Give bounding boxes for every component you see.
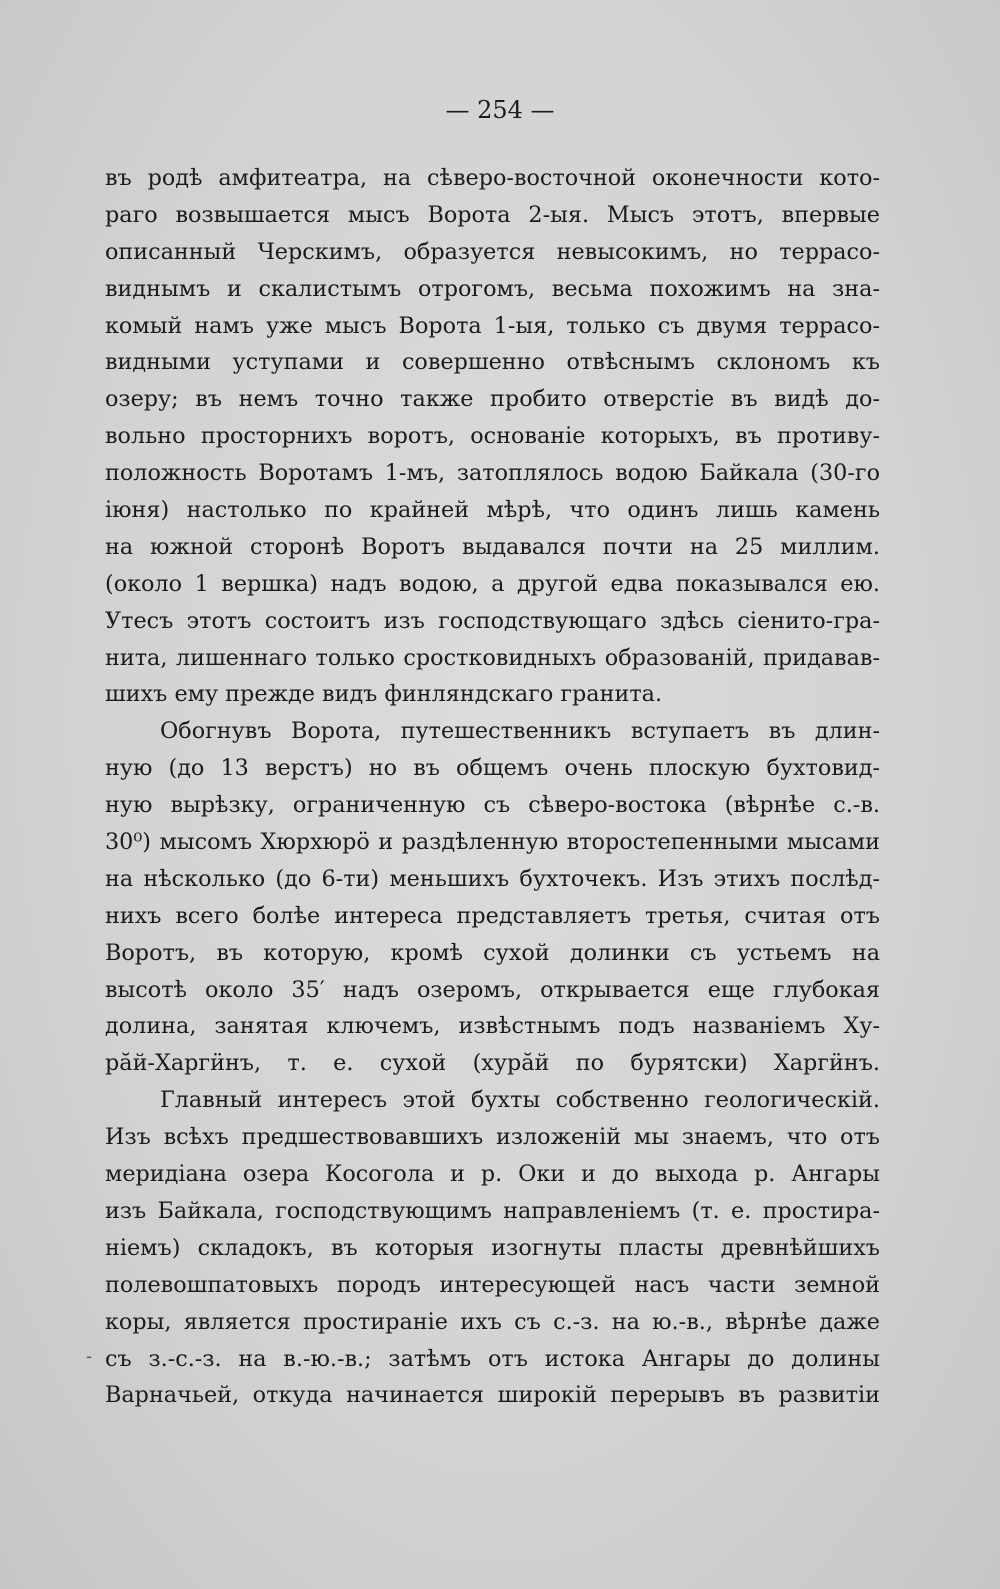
text-line: коры, является простираніе ихъ съ с.-з. на ю.-в., вѣрнѣе даже bbox=[105, 1308, 880, 1335]
text-line: описанный Черскимъ, образуется невысокимъ, но террасо- bbox=[105, 238, 880, 265]
text-line: вольно просторнихъ воротъ, основаніе которыхъ, въ противу- bbox=[105, 423, 880, 450]
text-line: изъ Байкала, господствующимъ направленіемъ (т. е. простира- bbox=[105, 1197, 880, 1224]
text-line: Обогнувъ Ворота, путешественникъ вступаетъ въ длин- bbox=[160, 718, 880, 745]
text-line: рӑй-Харгӥнъ, т. е. сухой (хурӑй по бурятски) Харгӥнъ. bbox=[105, 1050, 880, 1077]
text-line: на нѣсколько (до 6-ти) меньшихъ бухточекъ. Изъ этихъ послѣд- bbox=[105, 865, 880, 892]
text-line: іюня) настолько по крайней мѣрѣ, что одинъ лишь камень bbox=[105, 497, 880, 524]
text-line: долина, занятая ключемъ, извѣстнымъ подъ названіемъ Ху- bbox=[105, 1013, 880, 1040]
text-line: озеру; въ немъ точно также пробито отверстіе въ видѣ до- bbox=[105, 386, 880, 413]
text-line: нихъ всего болѣе интереса представляетъ третья, считая отъ bbox=[105, 902, 880, 929]
text-line: высотѣ около 35′ надъ озеромъ, открывается еще глубокая bbox=[105, 976, 880, 1003]
text-line: ніемъ) складокъ, въ которыя изогнуты пласты древнѣйшихъ bbox=[105, 1234, 880, 1261]
text-line: Варначьей, откуда начинается широкій перерывъ въ развитіи bbox=[105, 1382, 880, 1409]
text-line: Изъ всѣхъ предшествовавшихъ изложеній мы знаемъ, что отъ bbox=[105, 1124, 880, 1151]
text-line: меридіана озера Косогола и р. Оки и до выхода р. Ангары bbox=[105, 1161, 880, 1188]
text-line: видными уступами и совершенно отвѣснымъ склономъ къ bbox=[105, 349, 880, 376]
text-line: 30⁰) мысомъ Хюрхюрö и раздѣленную второстепенными мысами bbox=[105, 829, 880, 856]
text-line: ную (до 13 верстъ) но въ общемъ очень плоскую бухтовид- bbox=[105, 755, 880, 782]
text-line: съ з.-с.-з. на в.-ю.-в.; затѣмъ отъ истока Ангары до долины bbox=[105, 1345, 880, 1372]
body-text bbox=[105, 160, 880, 1414]
text-line: (около 1 вершка) надъ водою, а другой едва показывался ею. bbox=[105, 570, 880, 597]
text-line: Воротъ, въ которую, кромѣ сухой долинки съ устьемъ на bbox=[105, 939, 880, 966]
text-line: на южной сторонѣ Воротъ выдавался почти на 25 миллим. bbox=[105, 533, 880, 560]
text-line: полевошпатовыхъ породъ интересующей насъ части земной bbox=[105, 1271, 880, 1298]
text-line: шихъ ему прежде видъ финляндскаго гранита. bbox=[105, 681, 663, 708]
page-number: — 254 — bbox=[445, 96, 555, 124]
text-line: Главный интересъ этой бухты собственно геологическій. bbox=[160, 1087, 880, 1114]
text-line: положность Воротамъ 1-мъ, затоплялось водою Байкала (30-го bbox=[105, 460, 880, 487]
text-line: нита, лишеннаго только сростковидныхъ образованій, придавав- bbox=[105, 644, 880, 671]
margin-mark: - bbox=[86, 1346, 93, 1367]
text-line: виднымъ и скалистымъ отрогомъ, весьма похожимъ на зна- bbox=[105, 275, 880, 302]
text-line: ную вырѣзку, ограниченную съ сѣверо-востока (вѣрнѣе с.-в. bbox=[105, 792, 880, 819]
text-line: комый намъ уже мысъ Ворота 1-ыя, только съ двумя террасо- bbox=[105, 312, 880, 339]
text-line: раго возвышается мысъ Ворота 2-ыя. Мысъ этотъ, впервые bbox=[105, 201, 880, 228]
text-line: Утесъ этотъ состоитъ изъ господствующаго здѣсь сіенито-гра- bbox=[105, 607, 880, 634]
text-line: въ родѣ амфитеатра, на сѣверо-восточной оконечности кото- bbox=[105, 165, 880, 191]
